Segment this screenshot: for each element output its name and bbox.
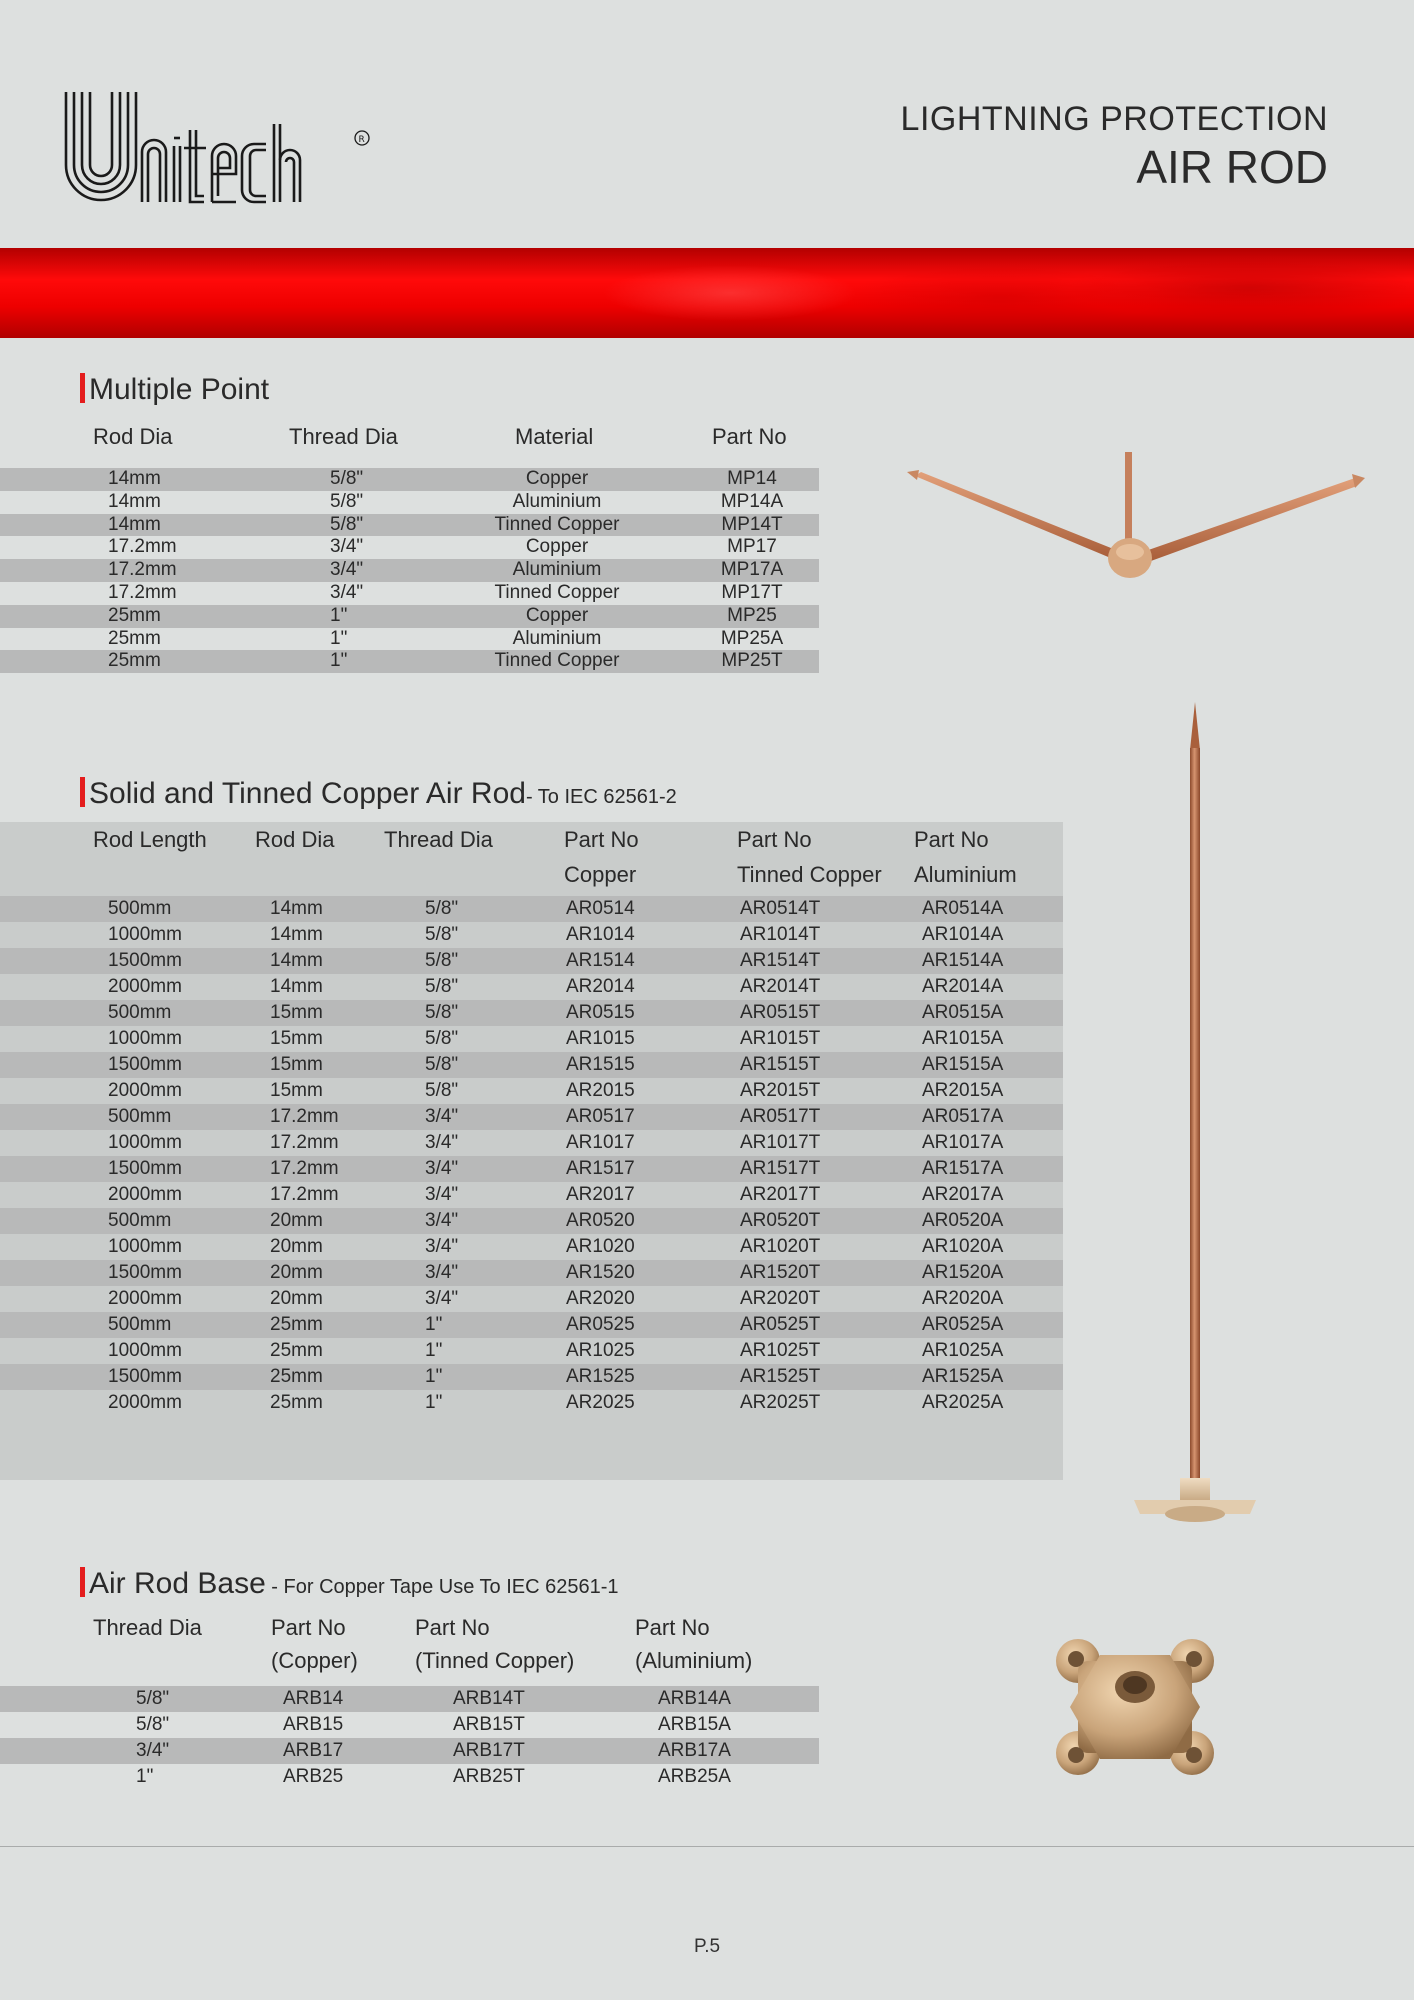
table-cell: MP17	[727, 536, 777, 558]
table-cell: 500mm	[108, 1210, 172, 1231]
table-cell: 25mm	[270, 1340, 323, 1361]
table-cell: AR0517	[566, 1106, 635, 1127]
table-cell: AR2017T	[740, 1184, 821, 1205]
table-cell: 14mm	[270, 976, 323, 997]
column-header: Aluminium	[914, 862, 1017, 887]
table-cell: Tinned Copper	[494, 582, 620, 603]
table-cell: AR1514	[566, 950, 635, 971]
table-cell: 2000mm	[108, 976, 182, 997]
table-cell: 3/4"	[330, 536, 364, 558]
table-row	[0, 1026, 1063, 1052]
table-cell: Aluminium	[512, 627, 602, 649]
brand-logo	[64, 90, 384, 220]
table-cell: AR2015T	[740, 1080, 821, 1101]
table-cell: ARB17	[283, 1740, 344, 1761]
table-cell: 5/8"	[425, 976, 459, 997]
table-cell: 17.2mm	[108, 582, 177, 603]
table-row	[0, 1364, 1063, 1390]
table-cell: AR1517A	[922, 1158, 1004, 1179]
table-cell: 15mm	[270, 1080, 323, 1101]
table-row	[0, 628, 819, 651]
multiple-point-air-rod-image	[905, 448, 1365, 598]
table-cell: 1000mm	[108, 924, 182, 945]
table-cell: 1000mm	[108, 1340, 182, 1361]
table-cell: MP14	[727, 468, 777, 489]
table-cell: 5/8"	[425, 1002, 459, 1023]
svg-text:R: R	[358, 135, 365, 145]
column-header: Thread Dia	[93, 1615, 202, 1640]
column-header: Thread Dia	[384, 827, 493, 852]
table-cell: ARB14T	[453, 1688, 525, 1709]
column-header: Rod Dia	[93, 424, 173, 449]
unitech-logo-icon	[64, 90, 384, 220]
table-cell: 14mm	[270, 898, 323, 919]
table-row	[0, 536, 819, 559]
table-row	[0, 1390, 1063, 1416]
table-cell: 5/8"	[330, 468, 364, 489]
section-title-text: Solid and Tinned Copper Air Rod	[89, 777, 526, 810]
table-cell: 3/4"	[425, 1158, 459, 1179]
section-subtitle: - For Copper Tape Use To IEC 62561-1	[265, 1576, 619, 1598]
table-cell: AR0520T	[740, 1210, 821, 1231]
table-row	[0, 650, 819, 673]
table-cell: 500mm	[108, 898, 172, 919]
table-cell: 5/8"	[425, 1054, 459, 1075]
table-cell: ARB25	[283, 1766, 344, 1787]
table-cell: Copper	[525, 468, 589, 489]
table-cell: AR1520A	[922, 1262, 1004, 1283]
table-cell: Tinned Copper	[494, 513, 620, 535]
table-cell: 1"	[330, 627, 348, 649]
table-cell: 14mm	[270, 924, 323, 945]
table-cell: AR2025	[566, 1392, 635, 1413]
table-cell: ARB17A	[658, 1740, 731, 1761]
table-cell: 25mm	[270, 1392, 323, 1413]
table-cell: 5/8"	[330, 490, 364, 512]
table-cell: AR0515A	[922, 1002, 1004, 1023]
table-cell: 1000mm	[108, 1236, 182, 1257]
table-cell: ARB14	[283, 1688, 344, 1709]
column-header: Part No	[914, 827, 989, 852]
table-cell: AR0514T	[740, 898, 821, 919]
table-cell: 14mm	[108, 468, 161, 489]
table-cell: AR0517T	[740, 1106, 821, 1127]
table-cell: 15mm	[270, 1054, 323, 1075]
table-cell: AR2020A	[922, 1288, 1004, 1309]
table-cell: 14mm	[108, 513, 161, 535]
table-cell: AR1017	[566, 1132, 635, 1153]
table-cell: 2000mm	[108, 1392, 182, 1413]
table-cell: 1000mm	[108, 1132, 182, 1153]
column-header: Rod Dia	[255, 827, 335, 852]
table-row	[0, 605, 819, 628]
table-row	[0, 896, 1063, 922]
table-cell: Copper	[525, 536, 589, 558]
column-header: Part No	[737, 827, 812, 852]
table-row	[0, 922, 1063, 948]
table-cell: 3/4"	[136, 1740, 170, 1761]
column-header: Thread Dia	[289, 424, 398, 449]
table-cell: MP25	[727, 604, 777, 626]
table-cell: 17.2mm	[108, 536, 177, 558]
table-cell: 25mm	[270, 1366, 323, 1387]
table-cell: Copper	[525, 604, 589, 626]
table-row	[0, 1338, 1063, 1364]
section-title-text: Air Rod Base	[89, 1567, 266, 1600]
table-cell: 20mm	[270, 1210, 323, 1231]
table-cell: 25mm	[108, 604, 161, 626]
table-cell: 3/4"	[425, 1106, 459, 1127]
table-row	[0, 1686, 819, 1712]
column-header: Material	[515, 424, 594, 449]
table-cell: ARB25T	[453, 1766, 525, 1787]
table-cell: 1500mm	[108, 1262, 182, 1283]
table-cell: AR0525	[566, 1314, 635, 1335]
table-cell: MP14T	[721, 513, 783, 535]
table-row	[0, 1234, 1063, 1260]
table-cell: MP25A	[720, 627, 784, 649]
footer-divider	[0, 1846, 1414, 1847]
red-banner	[0, 248, 1414, 338]
table-cell: AR2015	[566, 1080, 635, 1101]
table-cell: 2000mm	[108, 1080, 182, 1101]
table-cell: 2000mm	[108, 1288, 182, 1309]
table-cell: AR2020T	[740, 1288, 821, 1309]
table-cell: AR2017	[566, 1184, 635, 1205]
table-cell: AR1515A	[922, 1054, 1004, 1075]
column-header: Tinned Copper	[737, 862, 882, 887]
column-header: Part No	[271, 1615, 346, 1640]
table-cell: AR0520A	[922, 1210, 1004, 1231]
table-row	[0, 491, 819, 514]
table-cell: AR1020	[566, 1236, 635, 1257]
table-cell: 5/8"	[330, 513, 364, 535]
table-cell: 3/4"	[425, 1210, 459, 1231]
section-air-rod-title	[80, 777, 677, 811]
table-cell: AR1015A	[922, 1028, 1004, 1049]
column-header: Part No	[415, 1615, 490, 1640]
table-cell: AR1025A	[922, 1340, 1004, 1361]
section-multiple-point-title	[80, 373, 269, 407]
table-cell: AR0514	[566, 898, 635, 919]
table-cell: 1"	[136, 1766, 154, 1787]
table-cell: 20mm	[270, 1288, 323, 1309]
header-category: LIGHTNING PROTECTION	[900, 100, 1328, 138]
table-cell: 1"	[425, 1340, 443, 1361]
table-cell: AR1015T	[740, 1028, 821, 1049]
table-cell: AR1020T	[740, 1236, 821, 1257]
table-cell: 5/8"	[425, 1028, 459, 1049]
column-header: Rod Length	[93, 827, 207, 852]
table-cell: AR1520	[566, 1262, 635, 1283]
table-row	[0, 1052, 1063, 1078]
table-row	[0, 582, 819, 605]
table-cell: 500mm	[108, 1002, 172, 1023]
table-cell: MP17A	[720, 559, 784, 581]
table-cell: 500mm	[108, 1106, 172, 1127]
table-cell: AR2017A	[922, 1184, 1004, 1205]
copper-air-rod-image	[1130, 700, 1260, 1525]
table-cell: 17.2mm	[270, 1132, 339, 1153]
accent-bar	[80, 373, 85, 403]
table-cell: MP14A	[720, 490, 784, 512]
table-cell: ARB15A	[658, 1714, 731, 1735]
table-cell: ARB25A	[658, 1766, 731, 1787]
table-cell: 17.2mm	[270, 1106, 339, 1127]
table-cell: AR0515	[566, 1002, 635, 1023]
table-cell: AR1515T	[740, 1054, 821, 1075]
column-header: (Aluminium)	[635, 1648, 753, 1673]
page-title: AIR ROD	[1136, 141, 1328, 193]
table-cell: AR1517	[566, 1158, 635, 1179]
page-number: P.5	[694, 1936, 721, 1957]
table-cell: Tinned Copper	[494, 650, 620, 672]
table-cell: AR1025T	[740, 1340, 821, 1361]
table-cell: 1"	[425, 1366, 443, 1387]
air-rod-base-image	[1040, 1625, 1230, 1790]
table-cell: 1"	[425, 1392, 443, 1413]
table-cell: 20mm	[270, 1262, 323, 1283]
table-cell: 5/8"	[425, 950, 459, 971]
table-row	[0, 1000, 1063, 1026]
accent-bar	[80, 777, 85, 807]
table-row	[0, 468, 819, 491]
table-cell: 5/8"	[136, 1714, 170, 1735]
table-cell: 17.2mm	[108, 559, 177, 581]
table-cell: 14mm	[108, 490, 161, 512]
table-cell: AR1514T	[740, 950, 821, 971]
table-row	[0, 1130, 1063, 1156]
table-row	[0, 1104, 1063, 1130]
table-cell: 1000mm	[108, 1028, 182, 1049]
table-cell: AR1520T	[740, 1262, 821, 1283]
table-cell: 15mm	[270, 1028, 323, 1049]
table-cell: 500mm	[108, 1314, 172, 1335]
table-cell: ARB17T	[453, 1740, 525, 1761]
table-cell: AR2025A	[922, 1392, 1004, 1413]
table-cell: ARB15T	[453, 1714, 525, 1735]
table-cell: AR1515	[566, 1054, 635, 1075]
table-row	[0, 1156, 1063, 1182]
table-cell: AR0520	[566, 1210, 635, 1231]
table-cell: ARB15	[283, 1714, 344, 1735]
table-cell: 20mm	[270, 1236, 323, 1257]
table-row	[0, 1208, 1063, 1234]
table-cell: AR1017A	[922, 1132, 1004, 1153]
table-cell: AR1514A	[922, 950, 1004, 971]
table-cell: AR2020	[566, 1288, 635, 1309]
table-row	[0, 1764, 819, 1790]
table-cell: 5/8"	[136, 1688, 170, 1709]
table-cell: 3/4"	[425, 1262, 459, 1283]
table-cell: AR2015A	[922, 1080, 1004, 1101]
table-cell: 3/4"	[425, 1236, 459, 1257]
table-cell: AR2014	[566, 976, 635, 997]
table-cell: 3/4"	[330, 559, 364, 581]
table-cell: AR0515T	[740, 1002, 821, 1023]
table-row	[0, 1712, 819, 1738]
table-cell: 1"	[425, 1314, 443, 1335]
section-air-rod-base-title	[80, 1567, 619, 1601]
section-subtitle: - To IEC 62561-2	[525, 786, 677, 808]
table-row	[0, 1260, 1063, 1286]
table-cell: 5/8"	[425, 924, 459, 945]
table-row	[0, 948, 1063, 974]
table-cell: 5/8"	[425, 898, 459, 919]
table-cell: 3/4"	[425, 1132, 459, 1153]
table-cell: AR1014T	[740, 924, 821, 945]
table-cell: 17.2mm	[270, 1184, 339, 1205]
table-cell: 25mm	[108, 650, 161, 672]
table-row	[0, 1182, 1063, 1208]
table-cell: AR1525T	[740, 1366, 821, 1387]
table-cell: MP17T	[721, 582, 783, 603]
table-cell: 2000mm	[108, 1184, 182, 1205]
table-cell: 1"	[330, 650, 348, 672]
table-cell: 1500mm	[108, 950, 182, 971]
column-header: (Copper)	[271, 1648, 358, 1673]
table-cell: 25mm	[108, 627, 161, 649]
table-cell: 15mm	[270, 1002, 323, 1023]
table-cell: 1500mm	[108, 1054, 182, 1075]
table-cell: Aluminium	[512, 490, 602, 512]
table-cell: 3/4"	[330, 582, 364, 603]
table-cell: AR0525A	[922, 1314, 1004, 1335]
table-cell: 3/4"	[425, 1184, 459, 1205]
table-cell: 3/4"	[425, 1288, 459, 1309]
table-row	[0, 514, 819, 537]
section-title-text: Multiple Point	[89, 373, 270, 406]
table-row	[0, 559, 819, 582]
column-header: Copper	[564, 862, 637, 887]
table-cell: AR0514A	[922, 898, 1004, 919]
table-cell: AR0525T	[740, 1314, 821, 1335]
table-cell: 17.2mm	[270, 1158, 339, 1179]
table-cell: MP25T	[721, 650, 783, 672]
table-cell: AR1015	[566, 1028, 635, 1049]
table-row	[0, 974, 1063, 1000]
table-cell: AR1020A	[922, 1236, 1004, 1257]
table-cell: 25mm	[270, 1314, 323, 1335]
column-header: (Tinned Copper)	[415, 1648, 575, 1673]
table-cell: AR1014A	[922, 924, 1004, 945]
table-cell: AR1014	[566, 924, 635, 945]
table-cell: Aluminium	[512, 559, 602, 581]
table-cell: 5/8"	[425, 1080, 459, 1101]
table-row	[0, 1078, 1063, 1104]
accent-bar	[80, 1567, 85, 1597]
column-header: Part No	[635, 1615, 710, 1640]
table-cell: AR1517T	[740, 1158, 821, 1179]
table-cell: AR0517A	[922, 1106, 1004, 1127]
table-cell: 14mm	[270, 950, 323, 971]
table-cell: AR1025	[566, 1340, 635, 1361]
table-row	[0, 1738, 819, 1764]
table-cell: AR1525A	[922, 1366, 1004, 1387]
column-header: Part No	[564, 827, 639, 852]
table-cell: AR2014T	[740, 976, 821, 997]
table-cell: AR1525	[566, 1366, 635, 1387]
table-cell: 1"	[330, 604, 348, 626]
table-cell: AR2025T	[740, 1392, 821, 1413]
table-cell: 1500mm	[108, 1158, 182, 1179]
table-cell: AR1017T	[740, 1132, 821, 1153]
column-header: Part No	[712, 424, 787, 449]
table-cell: AR2014A	[922, 976, 1004, 997]
table-row	[0, 1312, 1063, 1338]
table-cell: 1500mm	[108, 1366, 182, 1387]
table-row	[0, 1286, 1063, 1312]
table-cell: ARB14A	[658, 1688, 731, 1709]
